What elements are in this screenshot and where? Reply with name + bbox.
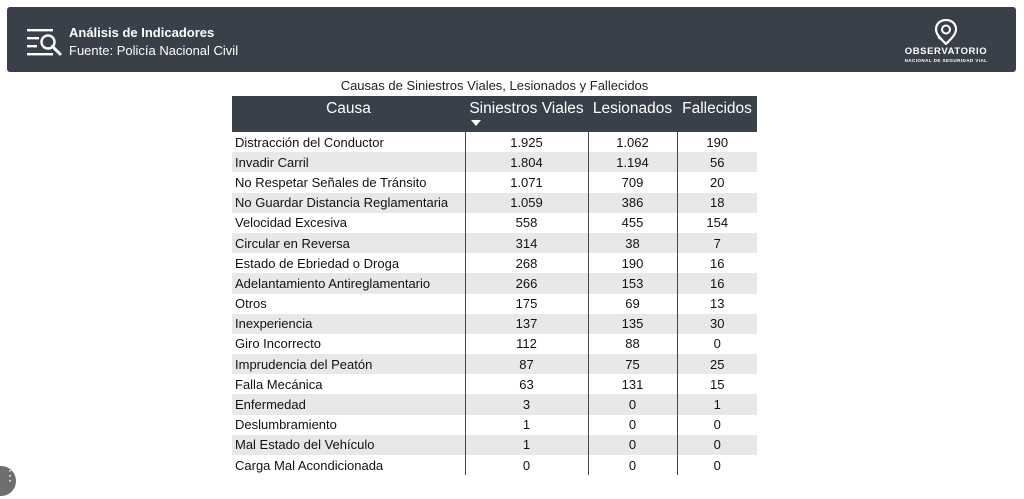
observatorio-logo	[898, 19, 994, 67]
table-row[interactable]	[232, 435, 757, 455]
column-header-causa[interactable]: Causa	[232, 96, 465, 132]
cell-causa: Mal Estado del Vehículo	[232, 435, 465, 455]
cell-lesionados: 1.062	[588, 132, 677, 152]
cell-siniestros: 175	[465, 294, 588, 314]
cell-siniestros: 0	[465, 455, 588, 475]
cell-fallecidos: 15	[677, 374, 757, 394]
cell-causa: Giro Incorrecto	[232, 334, 465, 354]
cell-causa: Falla Mecánica	[232, 374, 465, 394]
cell-lesionados: 38	[588, 233, 677, 253]
table-row[interactable]	[232, 273, 757, 293]
cell-causa: Carga Mal Acondicionada	[232, 455, 465, 475]
cell-siniestros: 63	[465, 374, 588, 394]
column-header-lesionados[interactable]: Lesionados	[588, 96, 677, 132]
cell-siniestros: 1.071	[465, 172, 588, 192]
cell-siniestros: 266	[465, 273, 588, 293]
table-row[interactable]	[232, 415, 757, 435]
table-row[interactable]	[232, 314, 757, 334]
cell-siniestros: 268	[465, 253, 588, 273]
cell-lesionados: 0	[588, 415, 677, 435]
page-subtitle: Fuente: Policía Nacional Civil	[69, 43, 239, 58]
more-options-button[interactable]	[0, 466, 16, 496]
cell-causa: Distracción del Conductor	[232, 132, 465, 152]
table-row[interactable]	[232, 172, 757, 192]
cell-lesionados: 69	[588, 294, 677, 314]
cell-siniestros: 1.804	[465, 152, 588, 172]
table-row[interactable]	[232, 334, 757, 354]
cell-lesionados: 0	[588, 435, 677, 455]
cell-causa: Estado de Ebriedad o Droga	[232, 253, 465, 273]
sort-descending-icon[interactable]	[471, 120, 481, 126]
ellipsis-icon: ⋮	[3, 467, 17, 483]
column-header-siniestros-label: Siniestros Viales	[469, 100, 584, 117]
cell-siniestros: 112	[465, 334, 588, 354]
cell-lesionados: 190	[588, 253, 677, 273]
cell-siniestros: 1.059	[465, 193, 588, 213]
column-header-siniestros[interactable]	[465, 96, 588, 132]
table-row[interactable]	[232, 152, 757, 172]
cell-fallecidos: 1	[677, 394, 757, 414]
table-row[interactable]	[232, 394, 757, 414]
table-row[interactable]	[232, 374, 757, 394]
cell-lesionados: 386	[588, 193, 677, 213]
column-header-fallecidos[interactable]: Fallecidos	[677, 96, 757, 132]
table-header-row	[232, 96, 757, 132]
cell-lesionados: 1.194	[588, 152, 677, 172]
cell-lesionados: 153	[588, 273, 677, 293]
logo-name: OBSERVATORIO	[904, 46, 988, 57]
cell-fallecidos: 20	[677, 172, 757, 192]
cell-causa: No Respetar Señales de Tránsito	[232, 172, 465, 192]
cell-lesionados: 131	[588, 374, 677, 394]
cell-fallecidos: 13	[677, 294, 757, 314]
page-title: Análisis de Indicadores	[69, 25, 215, 40]
cell-causa: Imprudencia del Peatón	[232, 354, 465, 374]
cell-lesionados: 88	[588, 334, 677, 354]
cell-fallecidos: 190	[677, 132, 757, 152]
table-row[interactable]	[232, 132, 757, 152]
cell-fallecidos: 16	[677, 273, 757, 293]
report-header	[7, 7, 1016, 72]
table-row[interactable]	[232, 213, 757, 233]
cell-causa: Otros	[232, 294, 465, 314]
cell-siniestros: 1	[465, 435, 588, 455]
cell-fallecidos: 30	[677, 314, 757, 334]
cell-fallecidos: 56	[677, 152, 757, 172]
cell-causa: No Guardar Distancia Reglamentaria	[232, 193, 465, 213]
table-row[interactable]	[232, 294, 757, 314]
table-row[interactable]	[232, 253, 757, 273]
cell-siniestros: 1	[465, 415, 588, 435]
table-body	[232, 132, 757, 475]
cell-siniestros: 3	[465, 394, 588, 414]
cell-lesionados: 135	[588, 314, 677, 334]
cell-causa: Circular en Reversa	[232, 233, 465, 253]
table-title: Causas de Siniestros Viales, Lesionados y Fallecidos	[340, 78, 649, 93]
cell-lesionados: 709	[588, 172, 677, 192]
cell-siniestros: 558	[465, 213, 588, 233]
cell-siniestros: 314	[465, 233, 588, 253]
cell-lesionados: 75	[588, 354, 677, 374]
table-row[interactable]	[232, 193, 757, 213]
cell-siniestros: 1.925	[465, 132, 588, 152]
cell-causa: Velocidad Excesiva	[232, 213, 465, 233]
cell-fallecidos: 0	[677, 455, 757, 475]
cell-lesionados: 0	[588, 455, 677, 475]
cell-causa: Enfermedad	[232, 394, 465, 414]
cell-fallecidos: 0	[677, 334, 757, 354]
cell-fallecidos: 0	[677, 435, 757, 455]
causes-table	[232, 96, 757, 475]
table-row[interactable]	[232, 455, 757, 475]
logo-tagline: NACIONAL DE SEGURIDAD VIAL	[904, 58, 988, 63]
cell-fallecidos: 16	[677, 253, 757, 273]
location-pin-icon	[934, 19, 958, 45]
cell-causa: Invadir Carril	[232, 152, 465, 172]
cell-causa: Inexperiencia	[232, 314, 465, 334]
cell-lesionados: 0	[588, 394, 677, 414]
cell-causa: Adelantamiento Antireglamentario	[232, 273, 465, 293]
cell-siniestros: 137	[465, 314, 588, 334]
cell-lesionados: 455	[588, 213, 677, 233]
cell-siniestros: 87	[465, 354, 588, 374]
search-list-icon	[27, 26, 63, 62]
cell-fallecidos: 25	[677, 354, 757, 374]
table-row[interactable]	[232, 233, 757, 253]
cell-fallecidos: 18	[677, 193, 757, 213]
cell-fallecidos: 7	[677, 233, 757, 253]
cell-fallecidos: 0	[677, 415, 757, 435]
cell-fallecidos: 154	[677, 213, 757, 233]
cell-causa: Deslumbramiento	[232, 415, 465, 435]
table-row[interactable]	[232, 354, 757, 374]
